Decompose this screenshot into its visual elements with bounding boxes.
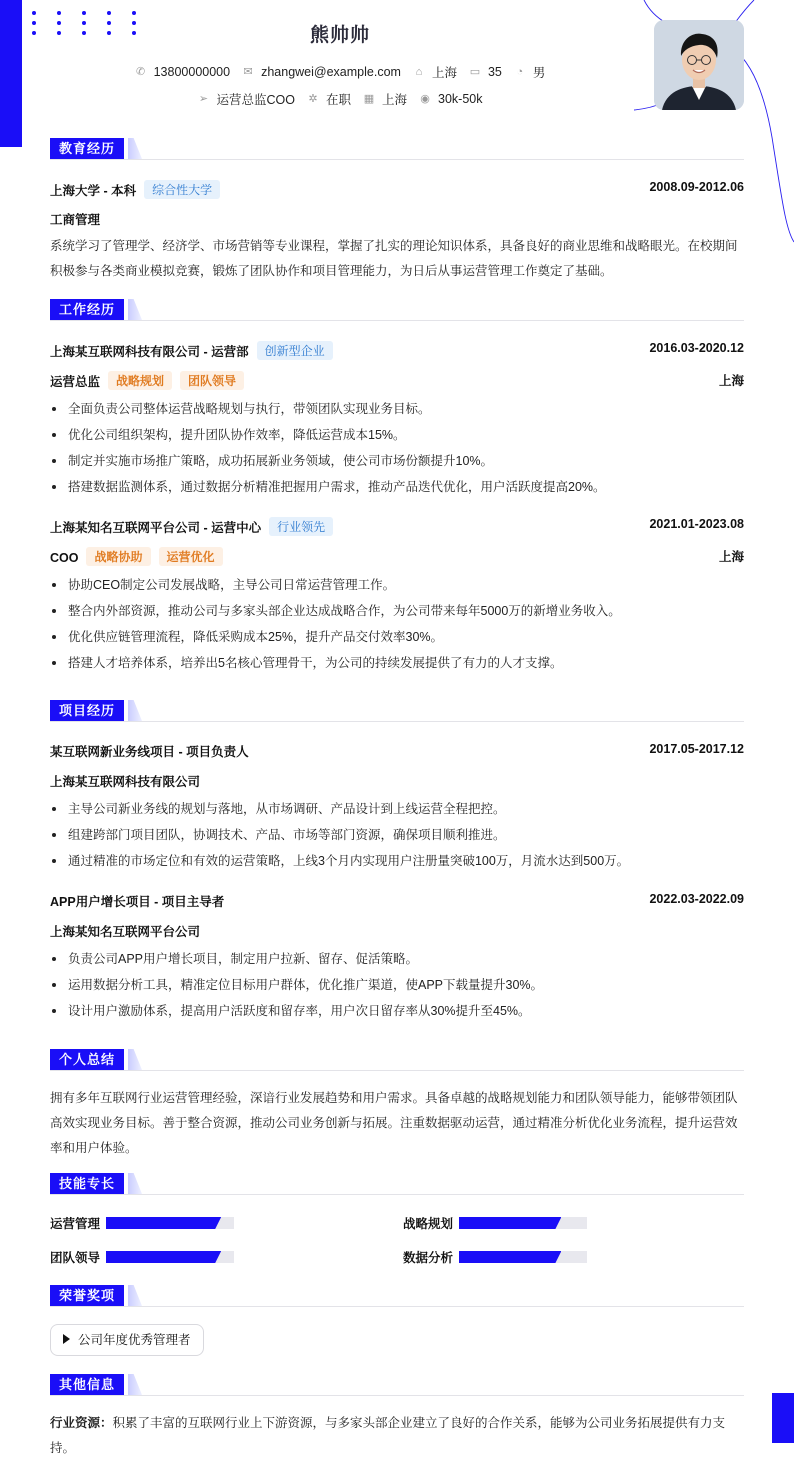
section-summary — [50, 1049, 744, 1071]
list-item: 主导公司新业务线的规划与落地，从市场调研、产品设计到上线运营全程把控。 — [50, 796, 744, 822]
contacts-text: 男 — [532, 66, 546, 80]
role-tag: 运营优化 — [159, 547, 223, 566]
candidate-name: 熊帅帅 — [309, 25, 370, 46]
skill-name: 团队领导 — [50, 1251, 101, 1265]
skill-bar-fill — [459, 1217, 561, 1229]
section-honors — [50, 1285, 744, 1307]
job-item — [363, 90, 407, 108]
work-date: 2021.01-2023.08 — [649, 517, 744, 531]
status-icon: ✲ — [308, 93, 318, 105]
contacts-item — [242, 65, 401, 79]
project-company: 上海某互联网科技有限公司 — [50, 775, 201, 789]
job-item — [419, 92, 482, 106]
school-name: 上海大学 - 本科 — [50, 184, 137, 198]
project-1-header — [50, 892, 744, 910]
skill-name: 运营管理 — [50, 1217, 101, 1231]
section-work — [50, 299, 744, 321]
skill-bar — [459, 1251, 587, 1263]
work-0-bullets — [50, 396, 744, 500]
list-item: 通过精准的市场定位和有效的运营策略，上线3个月内实现用户注册量突破100万，月流水达到500万。 — [50, 848, 744, 874]
job-item — [307, 90, 351, 108]
project-date: 2022.03-2022.09 — [649, 892, 744, 906]
skill-name: 数据分析 — [403, 1251, 454, 1265]
skill-bar-fill — [106, 1251, 221, 1263]
send-icon: ➢ — [198, 93, 209, 105]
other-text: 积累了丰富的互联网行业上下游资源，与多家头部企业建立了良好的合作关系，能够为公司业务拓展提供有力支持。 — [50, 1416, 726, 1455]
corner-accent-bar-bottom — [772, 1393, 794, 1443]
contacts-item — [514, 63, 546, 81]
job-text: 在职 — [325, 93, 351, 107]
work-1-header — [50, 517, 744, 536]
contacts-item — [135, 65, 230, 79]
project-0-bullets — [50, 796, 744, 874]
list-item: 制定并实施市场推广策略，成功拓展新业务领域，使公司市场份额提升10%。 — [50, 448, 744, 474]
role-title: COO — [50, 551, 79, 565]
phone-icon: ✆ — [136, 66, 146, 78]
project-title: 某互联网新业务线项目 - 项目负责人 — [50, 745, 249, 759]
list-item: 搭建人才培养体系，培养出5名核心管理骨干，为公司的持续发展提供了有力的人才支撑。 — [50, 650, 744, 676]
skill-item — [403, 1248, 459, 1266]
major: 工商管理 — [50, 213, 101, 227]
list-item: 搭建数据监测体系，通过数据分析精准把握用户需求，推动产品迭代优化，用户活跃度提高20%。 — [50, 474, 744, 500]
skill-bar — [106, 1251, 234, 1263]
skill-bar-fill — [106, 1217, 221, 1229]
job-info-row — [0, 90, 680, 108]
award-label: 公司年度优秀管理者 — [78, 1333, 191, 1347]
building-icon: ▦ — [363, 93, 375, 105]
section-title-summary: 个人总结 — [50, 1049, 124, 1070]
skill-bar-fill — [459, 1251, 561, 1263]
list-item: 设计用户激励体系，提高用户活跃度和留存率，用户次日留存率从30%提升至45%。 — [50, 998, 744, 1024]
list-item: 运用数据分析工具，精准定位目标用户群体，优化推广渠道，使APP下载量提升30%。 — [50, 972, 744, 998]
role-tag: 战略协助 — [86, 547, 150, 566]
project-date: 2017.05-2017.12 — [649, 742, 744, 756]
work-1-role — [50, 547, 744, 566]
skill-name: 战略规划 — [403, 1217, 454, 1231]
section-education — [50, 138, 744, 160]
list-item: 优化供应链管理流程，降低采购成本25%，提升产品交付效率30%。 — [50, 624, 744, 650]
other-info — [50, 1411, 744, 1461]
work-date: 2016.03-2020.12 — [649, 341, 744, 355]
mail-icon: ✉ — [243, 66, 253, 78]
company-tag: 创新型企业 — [257, 341, 333, 360]
section-title-skills: 技能专长 — [50, 1173, 124, 1194]
skill-item — [50, 1214, 106, 1232]
role-tag: 战略规划 — [108, 371, 172, 390]
work-0-header — [50, 341, 744, 360]
role-tag: 团队领导 — [180, 371, 244, 390]
company-name: 上海某互联网科技有限公司 - 运营部 — [50, 345, 249, 359]
education-header — [50, 180, 744, 199]
list-item: 全面负责公司整体运营战略规划与执行，带领团队实现业务目标。 — [50, 396, 744, 422]
home-icon: ⌂ — [415, 66, 423, 78]
other-label: 行业资源： — [50, 1416, 113, 1430]
gender-icon: ◔ — [516, 66, 524, 78]
education-description: 系统学习了管理学、经济学、市场营销等专业课程，掌握了扎实的理论知识体系，具备良好的商业思维和战略眼光。在校期间积极参与各类商业模拟竞赛，锻炼了团队协作和项目管理能力，为日后从事运营管理工作奠定了基础。 — [50, 239, 738, 278]
contacts-item — [413, 63, 457, 81]
work-0-role — [50, 371, 744, 390]
section-title-project: 项目经历 — [50, 700, 124, 721]
education-date: 2008.09-2012.06 — [649, 180, 744, 194]
section-other — [50, 1374, 744, 1396]
job-text: 30k-50k — [438, 92, 483, 106]
section-title-other: 其他信息 — [50, 1374, 124, 1395]
section-title-work: 工作经历 — [50, 299, 124, 320]
section-title-education: 教育经历 — [50, 138, 124, 159]
job-item — [198, 90, 295, 108]
age-icon: ▭ — [469, 66, 481, 78]
project-title: APP用户增长项目 - 项目主导者 — [50, 895, 225, 909]
section-title-honors: 荣誉奖项 — [50, 1285, 124, 1306]
contacts-text: zhangwei@example.com — [261, 65, 401, 79]
role-title: 运营总监 — [50, 375, 101, 389]
work-city: 上海 — [718, 550, 744, 564]
section-skills — [50, 1173, 744, 1195]
skill-item — [50, 1248, 106, 1266]
summary-text: 拥有多年互联网行业运营管理经验，深谙行业发展趋势和用户需求。具备卓越的战略规划能力和团队领导能力，能够带领团队高效实现业务目标。善于整合资源，推动公司业务创新与拓展。注重数据驱动运营，通过精准分析优化业务流程，提升运营效率和用户体验。 — [50, 1091, 738, 1155]
list-item: 协助CEO制定公司发展战略，主导公司日常运营管理工作。 — [50, 572, 744, 598]
work-1-bullets — [50, 572, 744, 676]
list-item: 整合内外部资源，推动公司与多家头部企业达成战略合作，为公司带来每年5000万的新增业务收入。 — [50, 598, 744, 624]
contacts-text: 上海 — [431, 66, 457, 80]
salary-icon: ◉ — [420, 93, 430, 105]
list-item: 负责公司APP用户增长项目，制定用户拉新、留存、促活策略。 — [50, 946, 744, 972]
contacts-text: 35 — [487, 65, 502, 79]
school-tag: 综合性大学 — [144, 180, 220, 199]
triangle-bullet-icon — [63, 1334, 70, 1344]
company-name: 上海某知名互联网平台公司 - 运营中心 — [50, 521, 262, 535]
contact-info-row — [0, 63, 680, 81]
project-0-header — [50, 742, 744, 760]
skill-bar — [106, 1217, 234, 1229]
job-text: 上海 — [382, 93, 408, 107]
avatar — [654, 20, 744, 110]
contacts-text: 13800000000 — [153, 65, 231, 79]
skill-item — [403, 1214, 459, 1232]
company-tag: 行业领先 — [269, 517, 333, 536]
work-city: 上海 — [718, 374, 744, 388]
contacts-item — [469, 65, 502, 79]
skill-bar — [459, 1217, 587, 1229]
list-item: 优化公司组织架构，提升团队协作效率，降低运营成本15%。 — [50, 422, 744, 448]
project-company: 上海某知名互联网平台公司 — [50, 925, 201, 939]
award-item — [50, 1324, 204, 1356]
project-1-bullets — [50, 946, 744, 1024]
list-item: 组建跨部门项目团队，协调技术、产品、市场等部门资源，确保项目顺利推进。 — [50, 822, 744, 848]
section-project — [50, 700, 744, 722]
job-text: 运营总监COO — [216, 93, 295, 107]
